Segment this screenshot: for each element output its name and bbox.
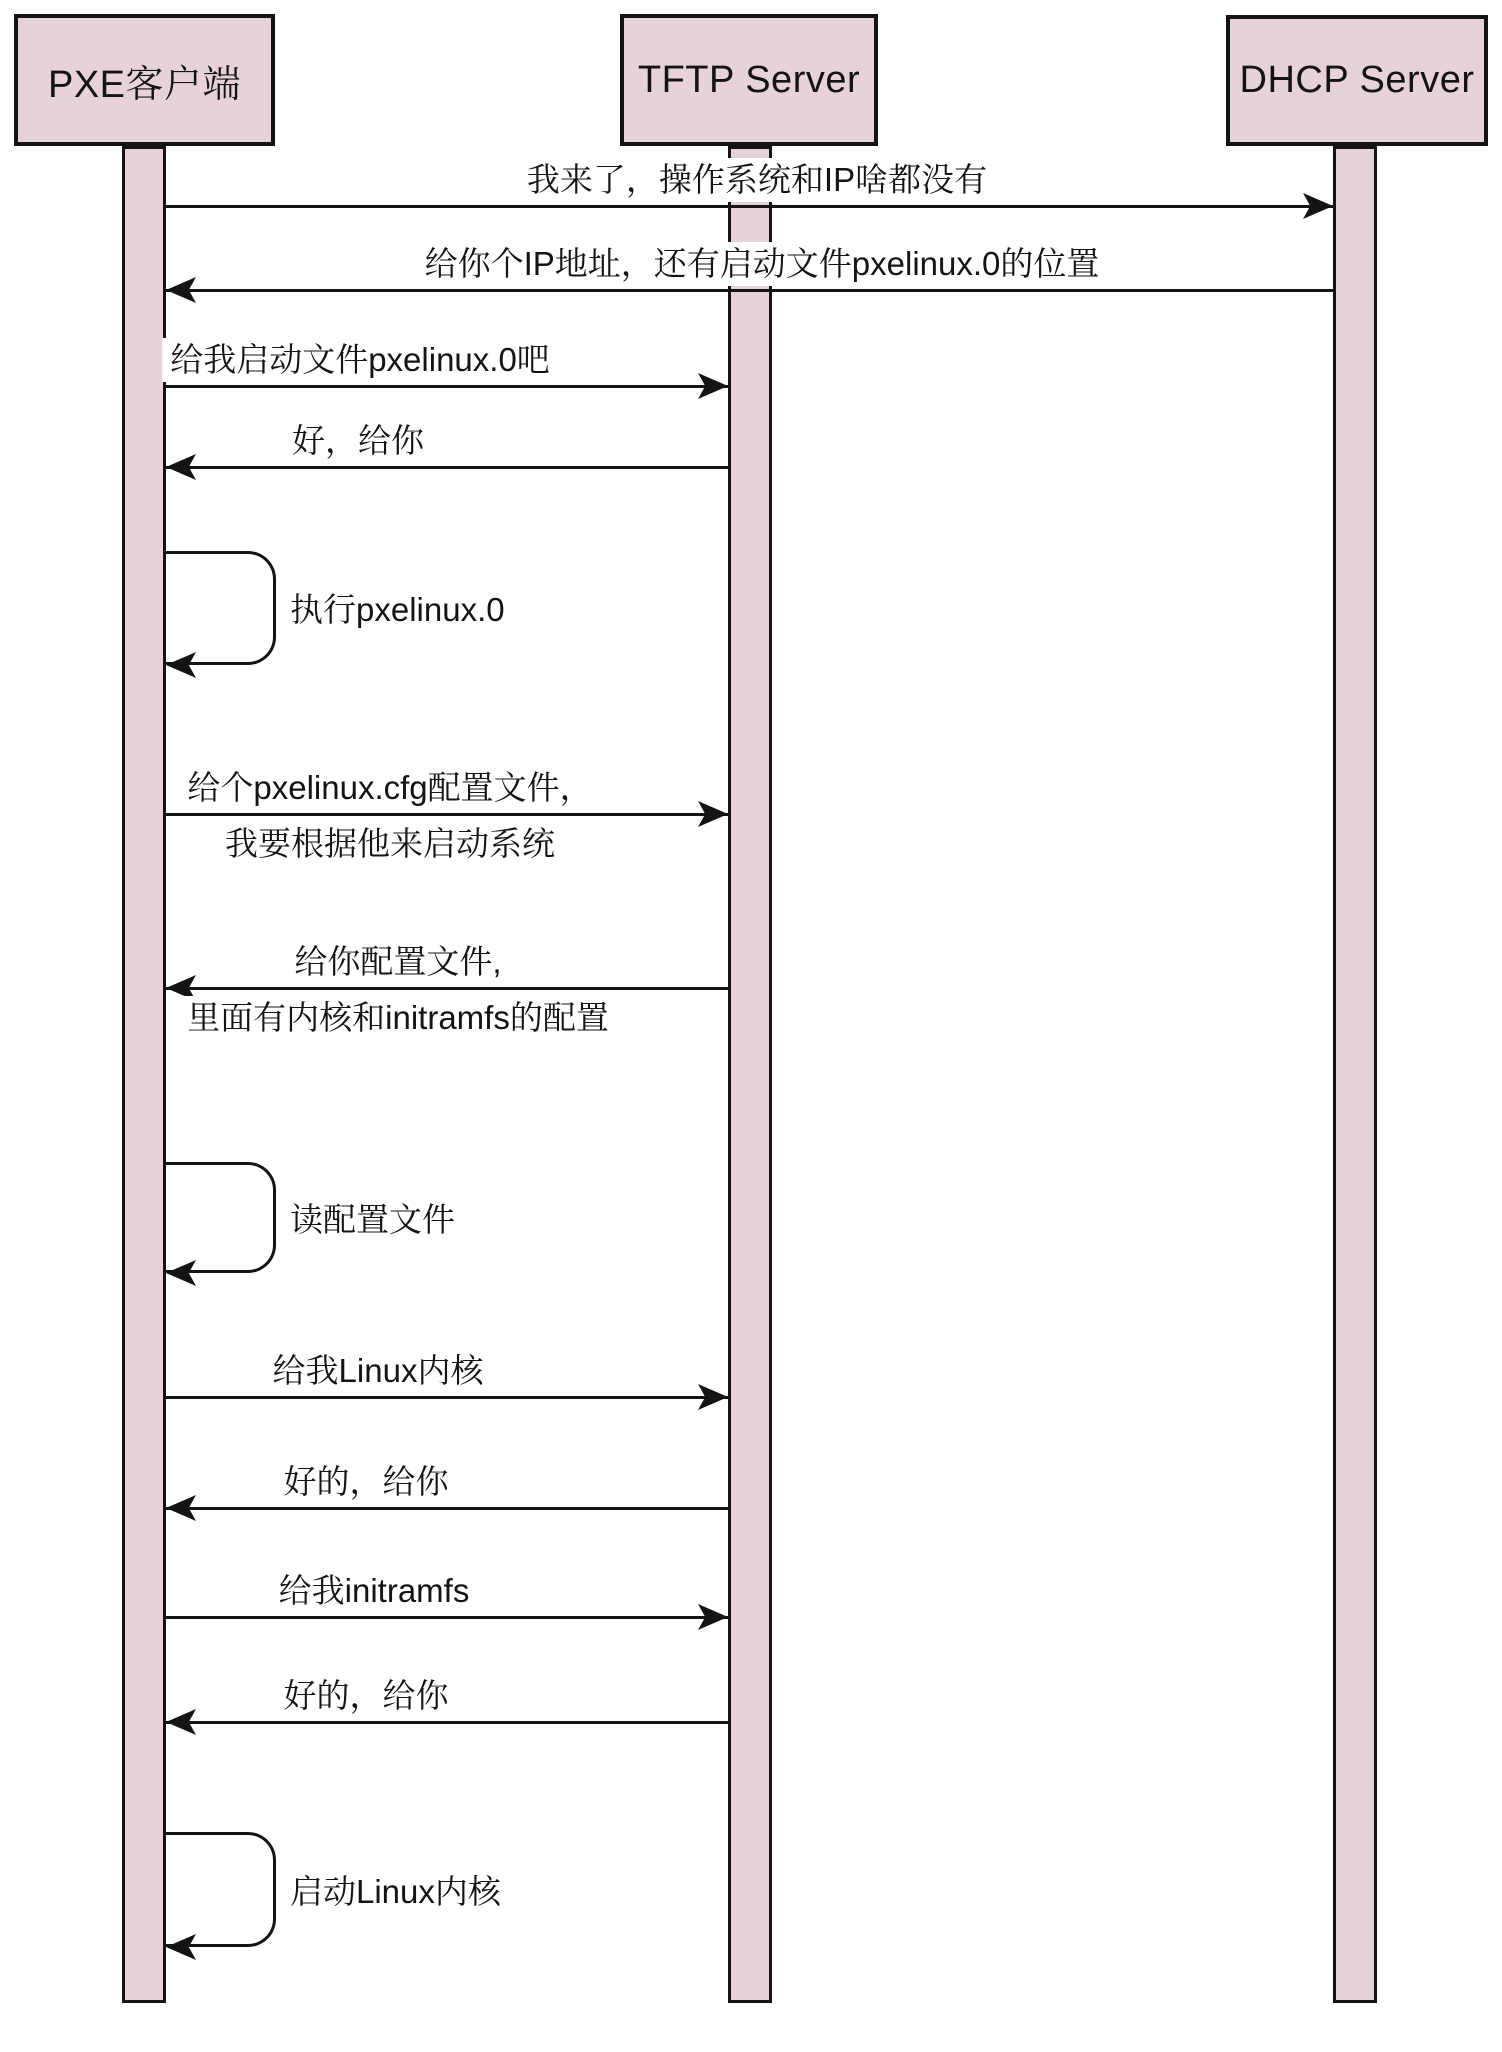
self-call-label: 启动Linux内核 — [290, 1872, 501, 1910]
message-line — [166, 813, 728, 816]
actor-label-pxe: PXE客户端 — [47, 63, 242, 106]
message-label: 给个pxelinux.cfg配置文件， — [179, 766, 600, 810]
self-call-label: 执行pxelinux.0 — [290, 591, 505, 628]
message-label: 我来了，操作系统和IP啥都没有 — [519, 158, 995, 202]
self-call-label: 读配置文件 — [290, 1200, 455, 1238]
lifeline-pxe — [122, 146, 166, 2003]
message-label: 给我initramfs — [271, 1569, 478, 1613]
message-label: 给你配置文件, — [286, 940, 509, 984]
message-label: 好的，给你 — [276, 1674, 457, 1718]
message-line — [166, 466, 728, 469]
message-label: 给我Linux内核 — [265, 1349, 492, 1393]
self-call-loop — [166, 1832, 276, 1947]
message-line — [166, 987, 728, 990]
actor-label-dhcp: DHCP Server — [1239, 59, 1475, 101]
actor-box-dhcp — [1226, 15, 1488, 146]
lifeline-tftp — [728, 146, 772, 2003]
message-label: 给我启动文件pxelinux.0吧 — [162, 338, 558, 382]
self-call-loop — [166, 1162, 276, 1273]
message-label: 我要根据他来启动系统 — [217, 822, 563, 866]
message-line — [166, 1616, 728, 1619]
self-call-loop — [166, 551, 276, 665]
message-label: 里面有内核和initramfs的配置 — [179, 996, 617, 1040]
message-line — [166, 1396, 728, 1399]
actor-box-tftp — [620, 14, 878, 146]
message-line — [166, 205, 1333, 208]
message-label: 好，给你 — [284, 419, 432, 463]
message-line — [166, 1721, 728, 1724]
message-line — [166, 385, 728, 388]
message-label: 给你个IP地址，还有启动文件pxelinux.0的位置 — [417, 242, 1108, 286]
actor-box-pxe — [14, 14, 275, 146]
actor-label-tftp: TFTP Server — [637, 58, 861, 101]
lifeline-dhcp — [1333, 146, 1377, 2003]
message-label: 好的，给你 — [276, 1460, 457, 1504]
message-line — [166, 289, 1333, 292]
message-line — [166, 1507, 728, 1510]
